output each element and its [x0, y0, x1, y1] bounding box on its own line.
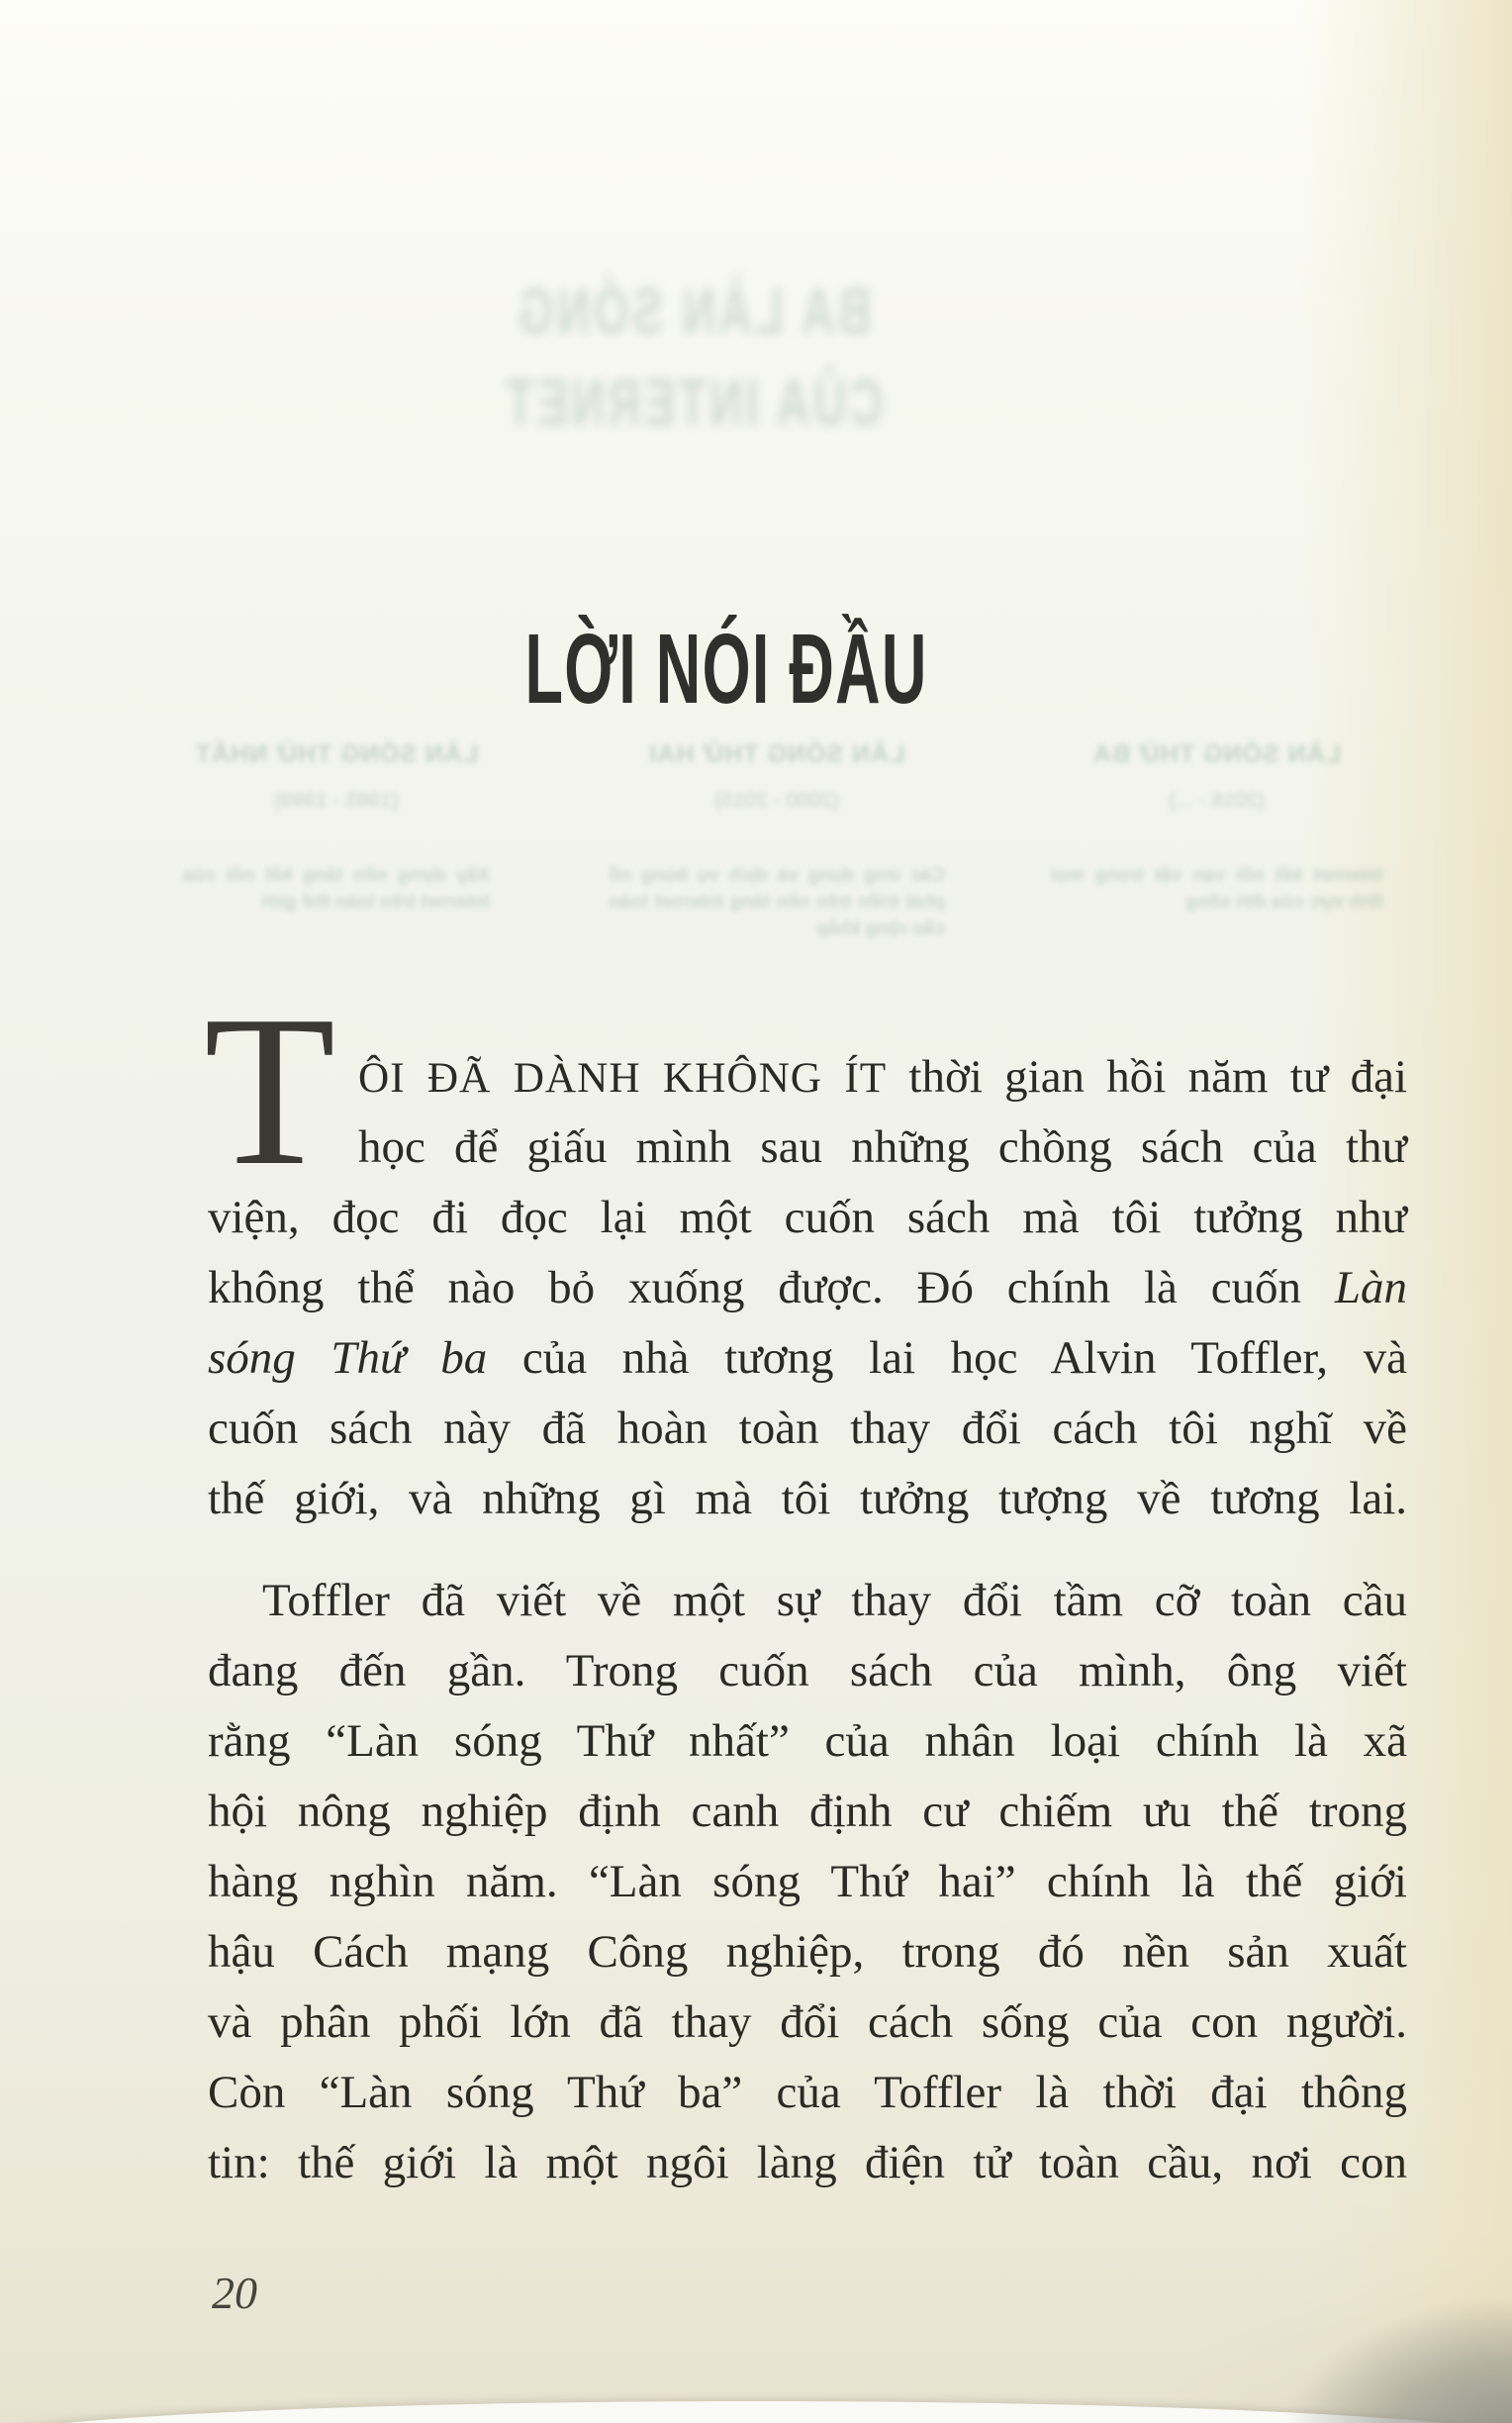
text-line: tin: thế giới là một ngôi làng điện tử toàn cầu, nơi con [208, 2137, 1407, 2188]
text-line [208, 1253, 1407, 1323]
text-line: học để giấu mình sau những chồng sách của thư [358, 1121, 1407, 1173]
book-title-italic: Làn [1334, 1262, 1408, 1313]
bleedthrough-title-line: BA LÀN SÓNG [514, 274, 872, 347]
text-line: hậu Cách mạng Công nghiệp, trong đó nền sản xuất [208, 1926, 1407, 1978]
text-line: Còn “Làn sóng Thứ ba” của Toffler là thời đại thông [208, 2067, 1407, 2118]
paragraph-2 [208, 1566, 1407, 2198]
text-line [208, 1323, 1407, 1394]
body-text [204, 972, 1408, 2198]
text-line: rằng “Làn sóng Thứ nhất” của nhân loại chính là xã [208, 1715, 1407, 1767]
paragraph-1-head-lines [358, 1042, 1407, 1183]
book-title-italic: sóng Thứ ba [208, 1332, 488, 1384]
dropcap-cell [204, 972, 358, 1211]
text-span: không thể nào bỏ xuống được. Đó chính là cuốn [208, 1262, 1302, 1313]
drop-cap: T [204, 972, 336, 1211]
text-line: Toffler đã viết về một sự thay đổi tầm cỡ toàn cầu [262, 1575, 1407, 1626]
bleedthrough-column-header: LÀN SÓNG THỨ HAI [648, 740, 905, 768]
bleedthrough-column-years: (2000 - 2015) [713, 789, 840, 812]
text-line: và phân phối lớn đã thay đổi cách sống của con người. [208, 1996, 1407, 2048]
text-span: thời gian hồi năm tư đại [908, 1051, 1408, 1103]
text-line: viện, đọc đi đọc lại một cuốn sách mà tôi tưởng như [208, 1192, 1407, 1243]
text-line: hội nông nghiệp định canh định cư chiếm ưu thế trong [208, 1786, 1407, 1837]
lead-in-small-caps: ÔI ĐÃ DÀNH KHÔNG ÍT [358, 1054, 888, 1102]
text-line: hàng nghìn năm. “Làn sóng Thứ hai” chính là thế giới [208, 1856, 1407, 1907]
page-number: 20 [212, 2268, 257, 2318]
text-line: cuốn sách này đã hoàn toàn thay đổi cách tôi nghĩ về [208, 1403, 1407, 1454]
bleedthrough-column-body: Các ứng dụng và dịch vụ bùng nổ phát triển trên nền tảng Internet toàn cầu rộng khắp [609, 865, 945, 939]
page-title: LỜI NÓI ĐẦU [524, 614, 928, 725]
bleedthrough-column-years: (2016 - ...) [1169, 789, 1265, 812]
bleedthrough-column-header: LÀN SÓNG THỨ BA [1092, 740, 1342, 768]
text-span: của nhà tương lai học Alvin Toffler, và [521, 1332, 1407, 1384]
bleedthrough-column-body: Xây dựng nền tảng kết nối của Internet trên toàn thế giới [183, 865, 490, 913]
paragraph-1-head [204, 972, 1408, 1211]
bleedthrough-column-3 [1051, 740, 1382, 916]
bleedthrough-title [69, 265, 1316, 447]
bleedthrough-column-header: LÀN SÓNG THỨ NHẤT [194, 740, 479, 768]
bleedthrough-column-body: Internet kết nối vạn vật trong mọi lĩnh vực của đời sống [1051, 865, 1382, 913]
chapter-title-wrap [208, 614, 1407, 725]
page-corner-shadow [1284, 2300, 1512, 2423]
text-line [358, 1042, 1407, 1113]
bleedthrough-title-line: CỦA INTERNET [502, 365, 884, 438]
bleedthrough-column-years: (1985 - 1999) [273, 789, 400, 812]
bleedthrough-column-1 [183, 740, 490, 916]
text-line: thế giới, và những gì mà tôi tưởng tượng về tương lai. [208, 1473, 1407, 1524]
bleedthrough-column-2 [609, 740, 945, 942]
text-line: đang đến gần. Trong cuốn sách của mình, ông viết [208, 1645, 1407, 1696]
